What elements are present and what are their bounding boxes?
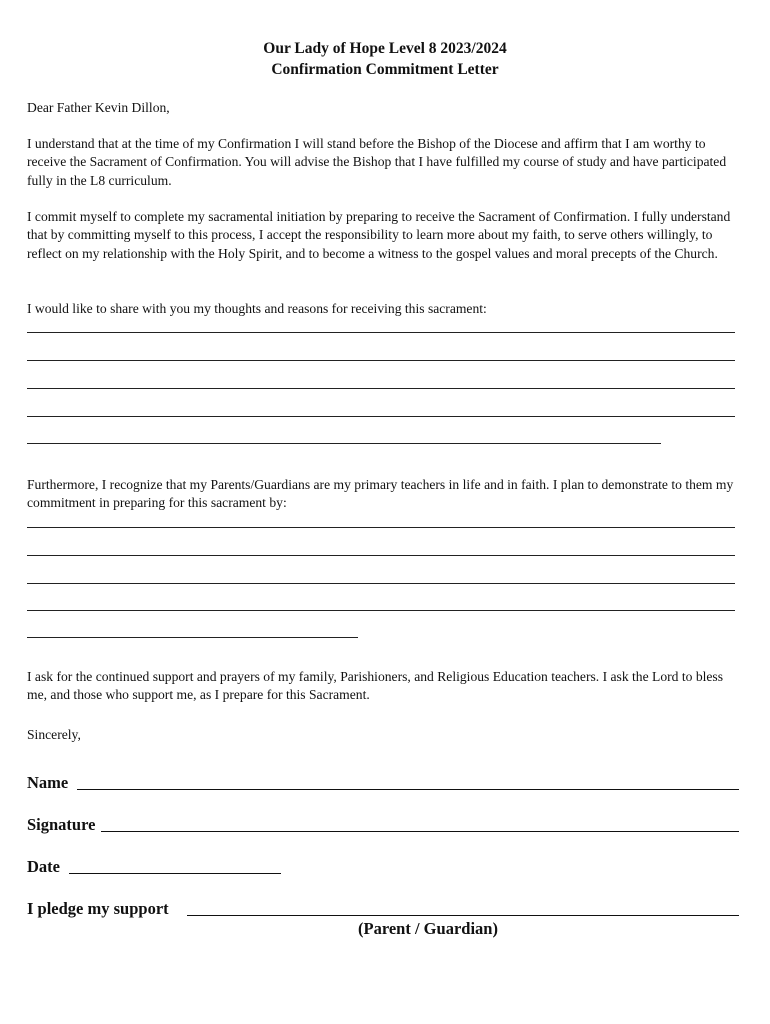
pledge-label: I pledge my support: [27, 899, 169, 918]
paragraph-commitment: I commit myself to complete my sacramental initiation by preparing to receive the Sacrament of Confirmation. I fully understand that by committing myself to this process, I accept the responsibility to learn more about my faith, to serve others willingly, to reflect on my relationship with the Holy Spirit, and to become a witness to the gospel values and moral precepts of the Church.: [27, 209, 731, 261]
thoughts-answer-line[interactable]: [27, 388, 735, 389]
date-field-line[interactable]: [69, 873, 281, 874]
salutation: Dear Father Kevin Dillon,: [27, 100, 170, 115]
thoughts-answer-line[interactable]: [27, 416, 735, 417]
name-field-line[interactable]: [77, 789, 739, 790]
parent-guardian-caption: (Parent / Guardian): [358, 919, 498, 938]
paragraph-affirmation: I understand that at the time of my Confirmation I will stand before the Bishop of the Diocese and affirm that I am worthy to receive the Sacrament of Confirmation. You will advise the Bishop that I have fulfilled my course of study and have participated fully in the L8 curriculum.: [27, 136, 727, 188]
name-label: Name: [27, 773, 69, 792]
thoughts-answer-line[interactable]: [27, 332, 735, 333]
date-label: Date: [27, 857, 60, 876]
parents-answer-line[interactable]: [27, 583, 735, 584]
signature-label: Signature: [27, 815, 96, 834]
prompt-thoughts: I would like to share with you my thoughts and reasons for receiving this sacrament:: [27, 301, 487, 316]
parents-answer-line[interactable]: [27, 637, 358, 638]
document-subtitle: Confirmation Commitment Letter: [271, 61, 499, 78]
closing: Sincerely,: [27, 727, 81, 742]
paragraph-support: I ask for the continued support and prayers of my family, Parishioners, and Religious Education teachers. I ask the Lord to bless me, and those who support me, as I prepare for this Sacrament.: [27, 669, 724, 703]
parents-answer-line[interactable]: [27, 527, 735, 528]
signature-field-line[interactable]: [101, 831, 739, 832]
thoughts-answer-line[interactable]: [27, 443, 661, 444]
parents-answer-line[interactable]: [27, 610, 735, 611]
document-title: Our Lady of Hope Level 8 2023/2024: [263, 40, 507, 57]
parents-answer-line[interactable]: [27, 555, 735, 556]
paragraph-parents: Furthermore, I recognize that my Parents/Guardians are my primary teachers in life and in faith. I plan to demonstrate to them my commitment in preparing for this sacrament by:: [27, 477, 734, 511]
thoughts-answer-line[interactable]: [27, 360, 735, 361]
pledge-signature-line[interactable]: [187, 915, 739, 916]
